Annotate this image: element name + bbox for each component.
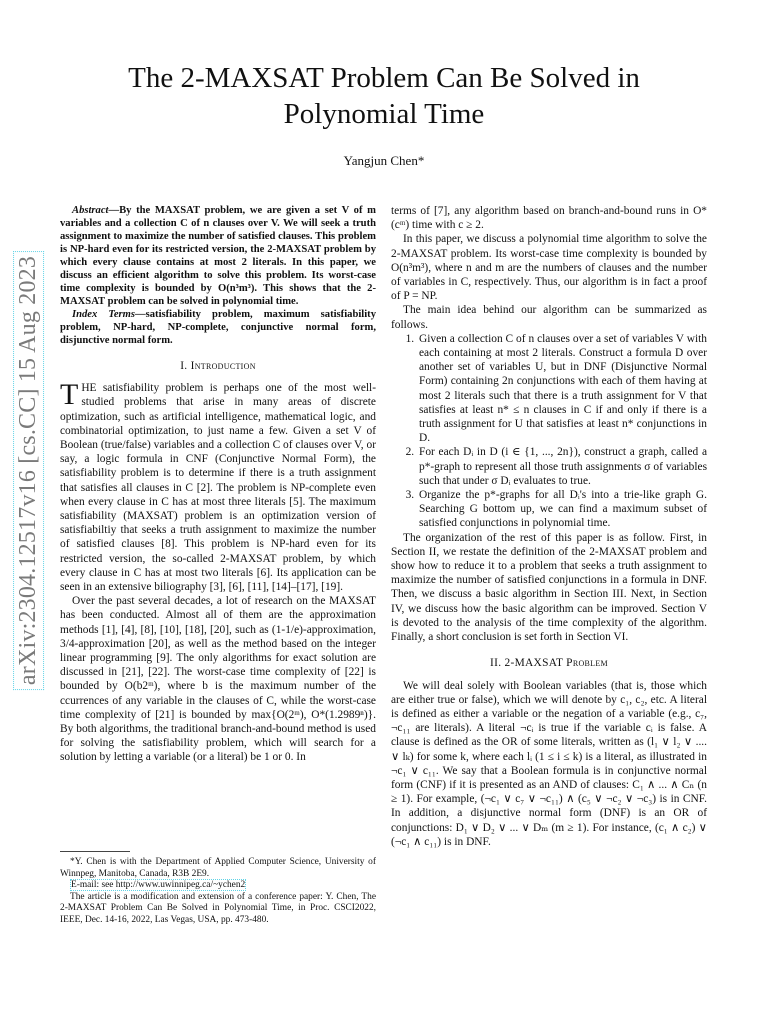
list-item: 2. For each Dᵢ in D (i ∈ {1, ..., 2n}), construct a graph, called a p*-graph to represent all those truth assignments σ of variables such that under σ Dᵢ evaluates to true. <box>417 445 707 488</box>
right-paragraph-1: terms of [7], any algorithm based on branch-and-bound runs in O*(cᵐ) time with c ≥ 2. <box>391 205 707 232</box>
drop-cap: T <box>60 378 79 412</box>
paper-author: Yangjun Chen* <box>343 153 425 168</box>
section-heading-introduction: I. Introduction <box>180 360 256 372</box>
author-homepage-link[interactable]: E-mail: see http://www.uwinnipeg.ca/~ychen2 <box>71 880 246 891</box>
index-terms-label: Index Terms <box>72 309 136 320</box>
abstract-text: —By the MAXSAT problem, we are given a set V of m variables and a collection C of n clauses over V. We will seek a truth assignment to maximize the number of satisfied clauses. This problem is NP-hard even for its restricted version, the 2-MAXSAT problem by which every clause contains at most 2 literals. In this paper, we discuss an efficient algorithm to solve this problem. Its worst-case time complexity is bounded by O(n³m³). This shows that the 2-MAXSAT problem can be solved in polynomial time. <box>60 205 376 307</box>
section2-paragraph-1: We will deal solely with Boolean variables (that is, those which are either true or false), which we will denote by c₁, c₂, etc. A literal is defined as either a variable or the negation of a variable (e.g., c₇, ¬c₁₁ are literals). A literal ¬cᵢ is true if the variable cᵢ is false. A clause is defined as the OR of some literals, written as (l₁ ∨ l₂ ∨ .... ∨ lₖ) for some k, where each lᵢ (1 ≤ i ≤ k) is a literal, as illustrated in ¬c₁ ∨ c₁₁. We say that a Boolean formula is in conjunctive normal form (CNF) if it is presented as an AND of clauses: C₁ ∧ ... ∧ Cₙ (n ≥ 1). For example, (¬c₁ ∨ c₇ ∨ ¬c₁₁) ∧ (c₅ ∨ ¬c₂ ∨ ¬c₃) is in CNF. In addition, a disjunctive normal form (DNF) is an OR of conjunctions: D₁ ∨ D₂ ∨ ... ∨ Dₘ (m ≥ 1). For instance, (c₁ ∧ c₂) ∨ (¬c₁ ∧ c₁₁) is in DNF. <box>391 679 707 848</box>
abstract <box>60 204 376 308</box>
index-terms-text: —satisfiability problem, maximum satisfiability problem, NP-hard, NP-complete, conjunctive normal form, disjunctive normal form. <box>60 309 376 346</box>
list-item: 1. Given a collection C of n clauses over a set of variables V with each containing at most 2 literals. Construct a formula D over another set of variables U, but in DNF (Disjunctive Normal Form) containing 2n conjunctions with each of them having at most 2 literals such that there is a truth assignment for V that satisfies at least n* ≤ n clauses in C if and only if there is a truth assignment for U that satisfies at least n* conjunctions in D. <box>417 332 707 446</box>
abstract-label: Abstract <box>72 205 109 216</box>
arxiv-identifier[interactable]: arXiv:2304.12517v16 [cs.CC] 15 Aug 2023 <box>14 250 45 689</box>
intro-paragraph-1-text: HE satisfiability problem is perhaps one of the most well-studied problems that arise in many areas of discrete optimization, such as artificial intelligence, mathematical logic, and combinatorial optimization, to just name a few. Given a set V of Boolean (true/false) variables and a collection C of clauses over V, or say, a logic formula in CNF (Conjunctive Normal Form), the satisfiability problem is to determine if there is a truth assignment that satisfies all clauses in C [2]. The problem is NP-complete even when every clause in C has at most three literals [5]. The maximum satisfiability (MAXSAT) problem is an optimization version of satisfiabiltiy that seeks a truth assignment to maximize the number of satisfied clauses [8]. This problem is NP-hard even for its restricted version, the so-called 2-MAXSAT problem, by which every clause in C has at most two literals [6]. Its application can be seen in an extensive biliography [3], [6], [11], [14]–[17], [19]. <box>60 382 376 594</box>
arxiv-sidebar <box>12 230 46 710</box>
list-item: 3. Organize the p*-graphs for all Dᵢ's into a trie-like graph G. Searching G bottom up, we can find a maximum subset of satisfied conjunctions in polynomial time. <box>417 488 707 531</box>
footnote-email <box>60 880 376 892</box>
intro-paragraph-2: Over the past several decades, a lot of research on the MAXSAT has been conducted. Almost all of them are the approximation methods [1], [4], [8], [10], [18], [20], such as (1-1/e)-approximation, 3/4-approximation [20], as well as the method based on the integer linear programming [9]. The only algorithms for exact solution are discussed in [21], [22]. The worst-case time complexity of [22] is bounded by O(b2ᵐ), where b is the maximum number of the ccurrences of any variable in the clauses of C, while the worst-case time complexity of [21] is bounded by max{O(2ᵐ), O*(1.2989ⁿ)}. By both algorithms, the traditional branch-and-bound method is used for solving the satisfiability problem, which will search for a solution by letting a variable (or a literal) be 1 or 0. In <box>60 595 376 764</box>
right-paragraph-3: The main idea behind our algorithm can be summarized as follows. <box>391 304 707 331</box>
footnote-affiliation: *Y. Chen is with the Department of Applied Computer Science, University of Winnpeg, Manitoba, Canada, R3B 2E9. <box>60 857 376 879</box>
right-paragraph-2: In this paper, we discuss a polynomial time algorithm to solve the 2-MAXSAT problem. Its worst-case time complexity is bounded by O(n³m³), where n and m are the numbers of clauses and the number of variables in C, respectively. Thus, our algorithm is in fact a proof of P = NP. <box>391 233 707 303</box>
index-terms <box>60 308 376 347</box>
right-paragraph-4: The organization of the rest of this paper is as follow. First, in Section II, we restate the definition of the 2-MAXSAT problem and show how to reduce it to a problem that seeks a truth assignment to maximize the number of satisfied conjunctions in a formula in DNF. Then, we discuss a basic algorithm in Section III. Next, in Section IV, we discuss how the basic algorithm can be improved. Section V is devoted to the analysis of the time complexity of the algorithm. Finally, a short conclusion is set forth in Section VI. <box>391 531 707 644</box>
intro-paragraph-1 <box>60 378 376 594</box>
idea-list <box>391 332 707 531</box>
paper-title: The 2-MAXSAT Problem Can Be Solved in Polynomial Time <box>128 62 640 130</box>
right-column <box>391 204 707 849</box>
section-heading-2maxsat: II. 2-MAXSAT Problem <box>490 657 608 670</box>
left-column <box>60 204 376 765</box>
footnote-rule <box>60 851 130 852</box>
footnote-conference: The article is a modification and extension of a conference paper: Y. Chen, The 2-MAXSAT Problem Can Be Solved in Polynomial Time, in Proc. CSCI2022, IEEE, Dec. 14-16, 2022, Las Vegas, USA, pp. 473-480. <box>60 891 376 925</box>
footnotes <box>60 857 376 927</box>
